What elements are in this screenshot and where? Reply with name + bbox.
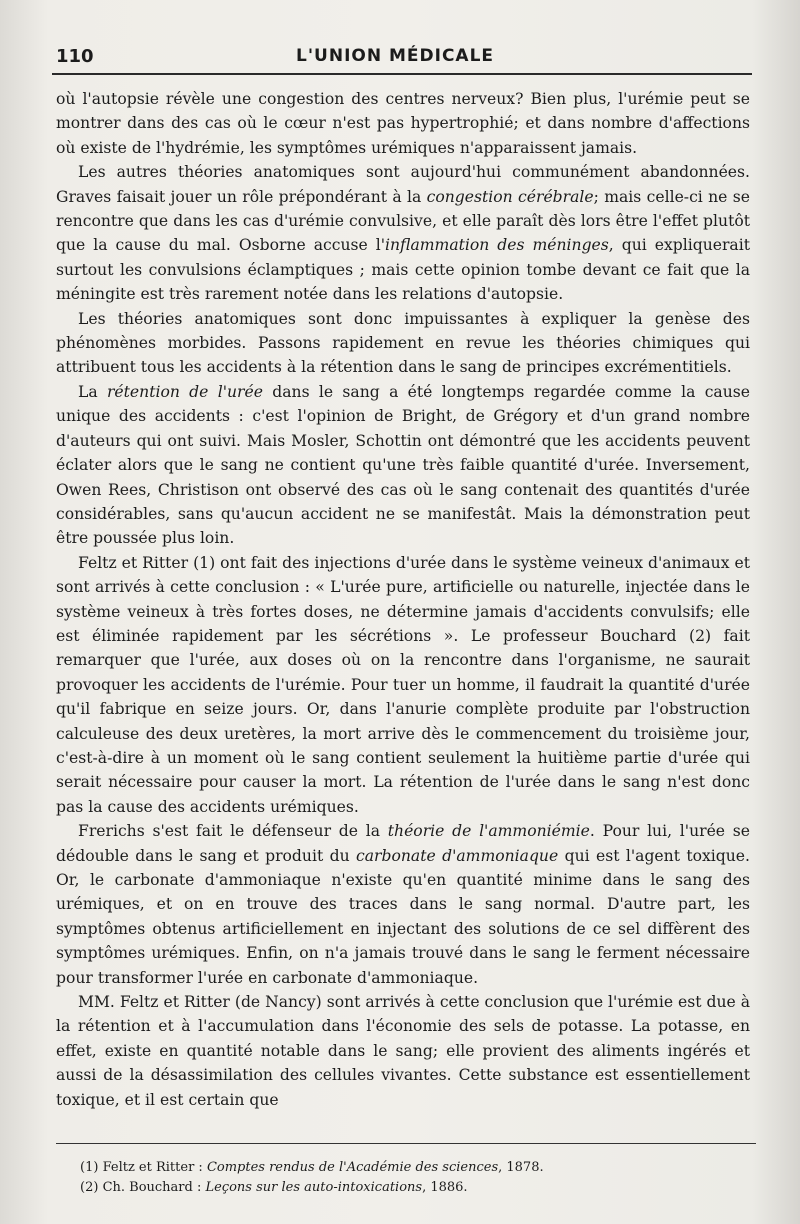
footnote: [80, 1158, 740, 1178]
page-number: 110: [56, 46, 94, 67]
header-rule: [52, 73, 752, 75]
text-run: Les théories anatomiques sont donc impuissantes à expliquer la genèse des phénomènes morbides. Passons rapidement en revue les théories chimiques qui attribuent tous les accidents à la rétention dans le sang de principes excrémentitiels.: [56, 309, 750, 377]
footnote-author: Feltz et Ritter :: [102, 1160, 203, 1175]
text-run: dans le sang a été longtemps regardée comme la cause unique des accidents : c'est l'opinion de Bright, de Grégory et d'un grand nombre d'auteurs qui ont suivi. Mais Mosler, Schottin ont démontré que les accidents peuvent éclater alors que le sang ne contient qu'une très faible quantité d'urée. Inversement, Owen Rees, Christison ont observé des cas où le sang contenait des quantités d'urée considérables, sans qu'aucun accident ne se manifestât. Mais la démonstration peut être poussée plus loin.: [56, 382, 750, 548]
footnote: [80, 1178, 740, 1198]
footnote-title: Comptes rendus de l'Académie des sciences: [206, 1160, 499, 1175]
footnote-year: , 1878.: [498, 1160, 544, 1175]
paragraph: [56, 380, 750, 551]
running-title: L'UNION MÉDICALE: [296, 46, 495, 66]
text-run: , qui expliquerait surtout les convulsions éclamptiques ; mais cette opinion tombe devant ce fait que la méningite est très rarement notée dans les relations d'autopsie.: [56, 236, 750, 304]
italic-term: théorie de l'ammoniémie: [387, 822, 590, 841]
footnote-title: Leçons sur les auto-intoxications: [205, 1180, 423, 1195]
text-run: qui est l'agent toxique. Or, le carbonate d'ammoniaque n'existe qu'en quantité minime dans le sang des urémiques, et on en trouve des traces dans le sang normal. D'autre part, les symptômes obtenus artificiellement en injectant des solutions de ce sel diffèrent des symptômes urémiques. Enfin, on n'a jamais trouvé dans le sang le ferment nécessaire pour transformer l'urée en carbonate d'ammoniaque.: [56, 846, 750, 987]
paragraph: [56, 87, 750, 160]
body-text: [56, 87, 750, 1112]
text-run: Feltz et Ritter (1) ont fait des injections d'urée dans le système veineux d'animaux et sont arrivés à cette conclusion : « L'urée pure, artificielle ou naturelle, injectée dans le système veineux à très fortes doses, ne détermine jamais d'accidents convulsifs; elle est éliminée rapidement par les sécrétions ». Le professeur Bouchard (2) fait remarquer que l'urée, aux doses où on la rencontre dans l'organisme, ne saurait provoquer les accidents de l'urémie. Pour tuer un homme, il faudrait la quantité d'urée qu'il fabrique en seize jours. Or, dans l'anurie complète produite par l'obstruction calculeuse des deux uretères, la mort arrive dès le commencement du troisième jour, c'est-à-dire à un moment où le sang contient seulement la huitième partie d'urée qui serait nécessaire pour causer la mort. La rétention de l'urée dans le sang n'est donc pas la cause des accidents urémiques.: [56, 553, 750, 816]
text-run: Les autres théories anatomiques sont aujourd'hui communément abandonnées. Graves faisait jouer un rôle prépondérant à la: [56, 163, 750, 206]
text-run: ; mais celle-ci ne se rencontre que dans les cas d'urémie convulsive, et elle paraît dès lors être l'effet plutôt que la cause du mal. Osborne accuse l': [56, 187, 750, 255]
italic-term: rétention de l'urée: [106, 382, 263, 401]
text-run: La: [78, 382, 107, 401]
footnote-author: Ch. Bouchard :: [102, 1180, 202, 1195]
paragraph: [56, 307, 750, 380]
italic-term: congestion cérébrale: [426, 187, 594, 206]
page-header: [50, 42, 750, 72]
text-run: où l'autopsie révèle une congestion des centres nerveux? Bien plus, l'urémie peut se montrer dans des cas où le cœur n'est pas hypertrophié; et dans nombre d'affections où existe de l'hydrémie, les symptômes urémiques n'apparaissent jamais.: [56, 90, 750, 157]
paragraph: [56, 990, 750, 1112]
text-run: MM. Feltz et Ritter (de Nancy) sont arrivés à cette conclusion que l'urémie est due à la rétention et à l'accumulation dans l'économie des sels de potasse. La potasse, en effet, existe en quantité notable dans le sang; elle provient des aliments ingérés et aussi de la désassimilation des cellules vivantes. Cette substance est essentiellement toxique, et il est certain que: [56, 993, 750, 1109]
footnotes: [80, 1158, 740, 1198]
italic-term: inflammation des méninges: [385, 236, 609, 255]
paragraph: [56, 160, 750, 306]
paragraph: [56, 819, 750, 990]
text-run: . Pour lui, l'urée se dédouble dans le sang et produit du: [56, 822, 751, 865]
footnote-marker: (1): [80, 1160, 99, 1175]
italic-term: carbonate d'ammoniaque: [356, 846, 559, 865]
paragraph: [56, 551, 750, 819]
footnote-marker: (2): [80, 1180, 99, 1195]
footnote-rule: [56, 1143, 756, 1144]
footnote-year: , 1886.: [422, 1180, 468, 1195]
text-run: Frerichs s'est fait le défenseur de la: [78, 822, 388, 841]
